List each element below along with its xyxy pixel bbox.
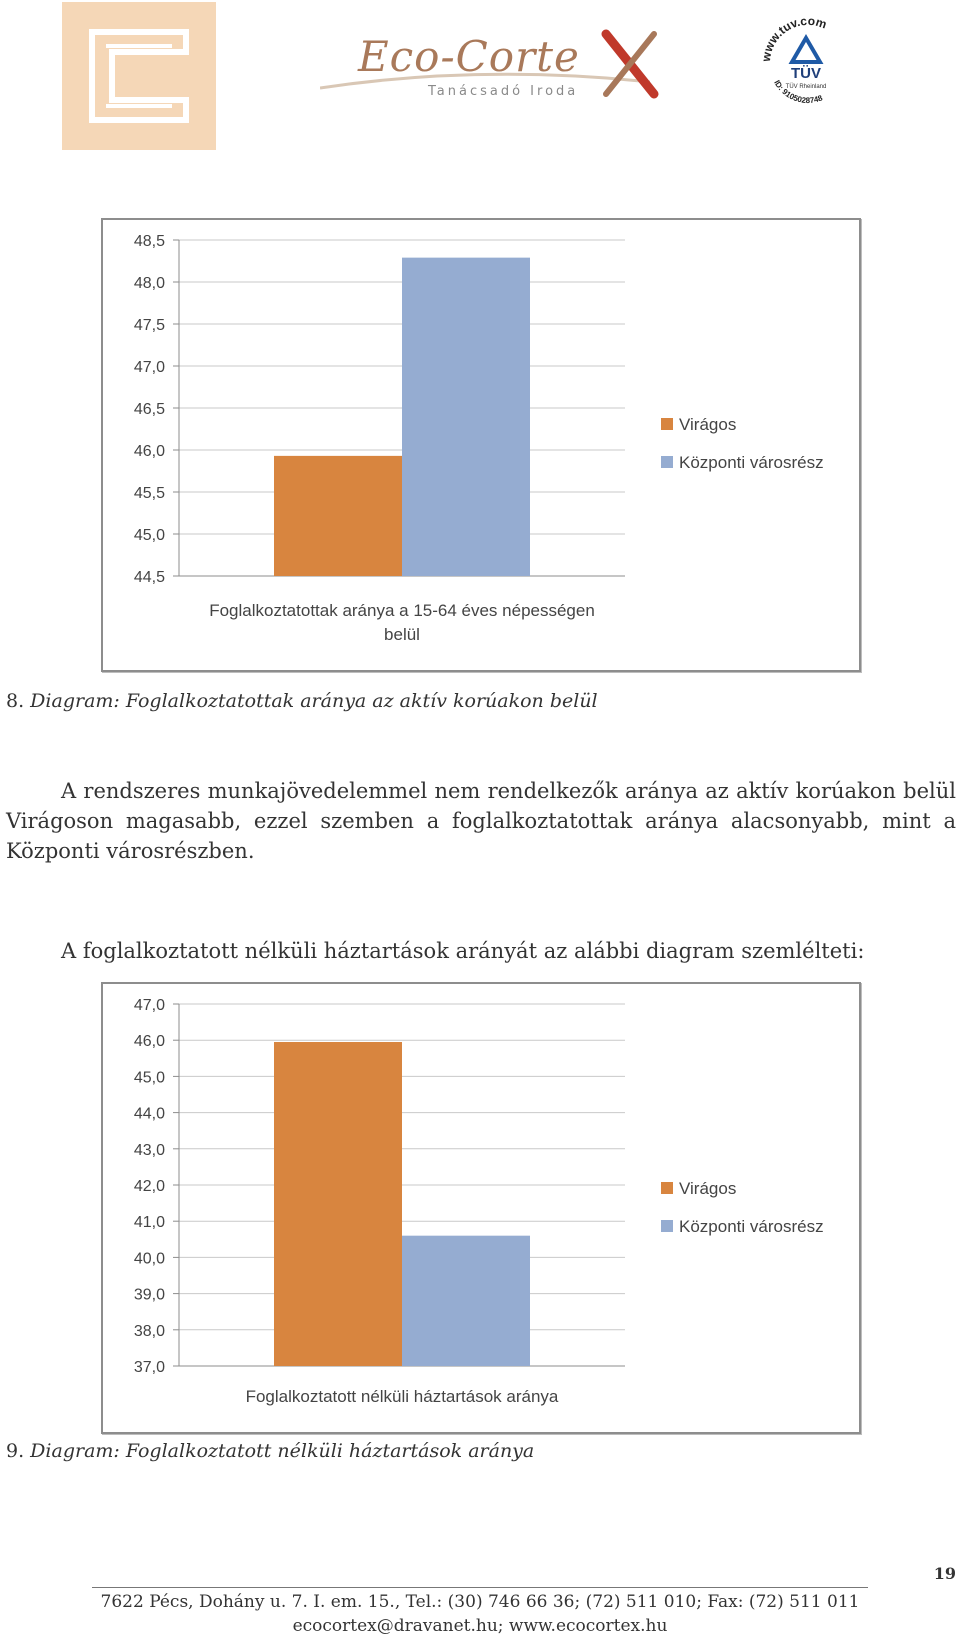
- y-tick-label: 48,5: [133, 233, 165, 250]
- y-tick-label: 48,0: [133, 275, 165, 292]
- tuv-id: ID: 9105028748: [772, 78, 824, 106]
- legend-label: Virágos: [679, 1179, 737, 1198]
- y-tick-label: 45,0: [133, 1069, 165, 1087]
- chart-employment-rate-svg: [103, 220, 859, 670]
- tuv-region: TÜV Rheinland: [785, 84, 827, 90]
- footer-divider: [92, 1587, 868, 1588]
- chart-employment-rate: [101, 218, 861, 672]
- legend-swatch: [661, 418, 673, 430]
- legend-swatch: [661, 456, 673, 468]
- paragraph-households-intro: A foglalkoztatott nélküli háztartások arányát az alábbi diagram szemlélteti:: [61, 939, 865, 963]
- brand-x-icon: [600, 28, 660, 100]
- caption-number: 9.: [6, 1440, 25, 1462]
- page-number: 19: [933, 1564, 956, 1583]
- tuv-certification-seal-icon: [756, 6, 856, 116]
- legend-swatch: [661, 1182, 673, 1194]
- company-logo-icon: [62, 2, 216, 150]
- y-tick-label: 45,5: [133, 485, 165, 502]
- y-tick-label: 38,0: [133, 1322, 165, 1340]
- legend-label: Virágos: [679, 415, 737, 434]
- y-tick-label: 42,0: [133, 1178, 165, 1195]
- tuv-url: www.tuv.com: [758, 13, 829, 63]
- footer-address: 7622 Pécs, Dohány u. 7. I. em. 15., Tel.: (30) 746 66 36; (72) 511 010; Fax: (72) 511 011: [100, 1592, 860, 1612]
- y-tick-label: 46,5: [133, 401, 165, 418]
- caption-diagram-8: [6, 690, 598, 712]
- y-tick-label: 44,0: [133, 1105, 165, 1123]
- y-tick-label: 44,5: [133, 569, 165, 586]
- brand-name: Eco-Corte: [358, 32, 580, 81]
- bar-viragos: [274, 1042, 402, 1366]
- chart-jobless-households-svg: [103, 984, 859, 1432]
- bar-viragos: [274, 456, 402, 576]
- y-tick-label: 46,0: [133, 1033, 165, 1051]
- y-tick-label: 46,0: [133, 443, 165, 460]
- paragraph-employment: A rendszeres munkajövedelemmel nem rendelkezők aránya az aktív korúakon belül Virágoson magasabb, ezzel szemben a foglalkoztatottak aránya alacsonyabb, mint a Központi városrészben.: [6, 779, 956, 863]
- y-tick-label: 40,0: [133, 1250, 165, 1268]
- bar-kozponti: [402, 1236, 530, 1366]
- caption-text: Diagram: Foglalkoztatott nélküli háztartások aránya: [24, 1440, 535, 1462]
- legend-label: Központi városrész: [679, 1217, 824, 1236]
- x-category-label: Foglalkoztatottak aránya a 15-64 éves népességen: [209, 601, 595, 620]
- y-tick-label: 47,5: [133, 317, 165, 334]
- x-category-label: belül: [384, 625, 420, 644]
- y-tick-label: 47,0: [133, 997, 165, 1014]
- footer-contact: ecocortex@dravanet.hu; www.ecocortex.hu: [292, 1616, 668, 1636]
- brand-subtitle: Tanácsadó Iroda: [428, 84, 579, 99]
- page-header: [0, 0, 960, 160]
- y-tick-label: 47,0: [133, 359, 165, 376]
- y-tick-label: 45,0: [133, 527, 165, 544]
- tuv-mark: TÜV: [791, 65, 821, 82]
- brand-logo: [330, 18, 670, 108]
- caption-diagram-9: [6, 1440, 534, 1462]
- x-category-label: Foglalkoztatott nélküli háztartások aránya: [245, 1387, 559, 1406]
- legend-swatch: [661, 1220, 673, 1232]
- y-tick-label: 43,0: [133, 1141, 165, 1159]
- caption-number: 8.: [6, 690, 25, 712]
- legend-label: Központi városrész: [679, 453, 824, 472]
- y-tick-label: 41,0: [133, 1214, 165, 1232]
- bar-kozponti: [402, 258, 530, 576]
- chart-jobless-households: [101, 982, 861, 1434]
- caption-text: Diagram: Foglalkoztatottak aránya az aktív korúakon belül: [24, 690, 598, 712]
- y-tick-label: 37,0: [133, 1359, 165, 1376]
- y-tick-label: 39,0: [133, 1286, 165, 1304]
